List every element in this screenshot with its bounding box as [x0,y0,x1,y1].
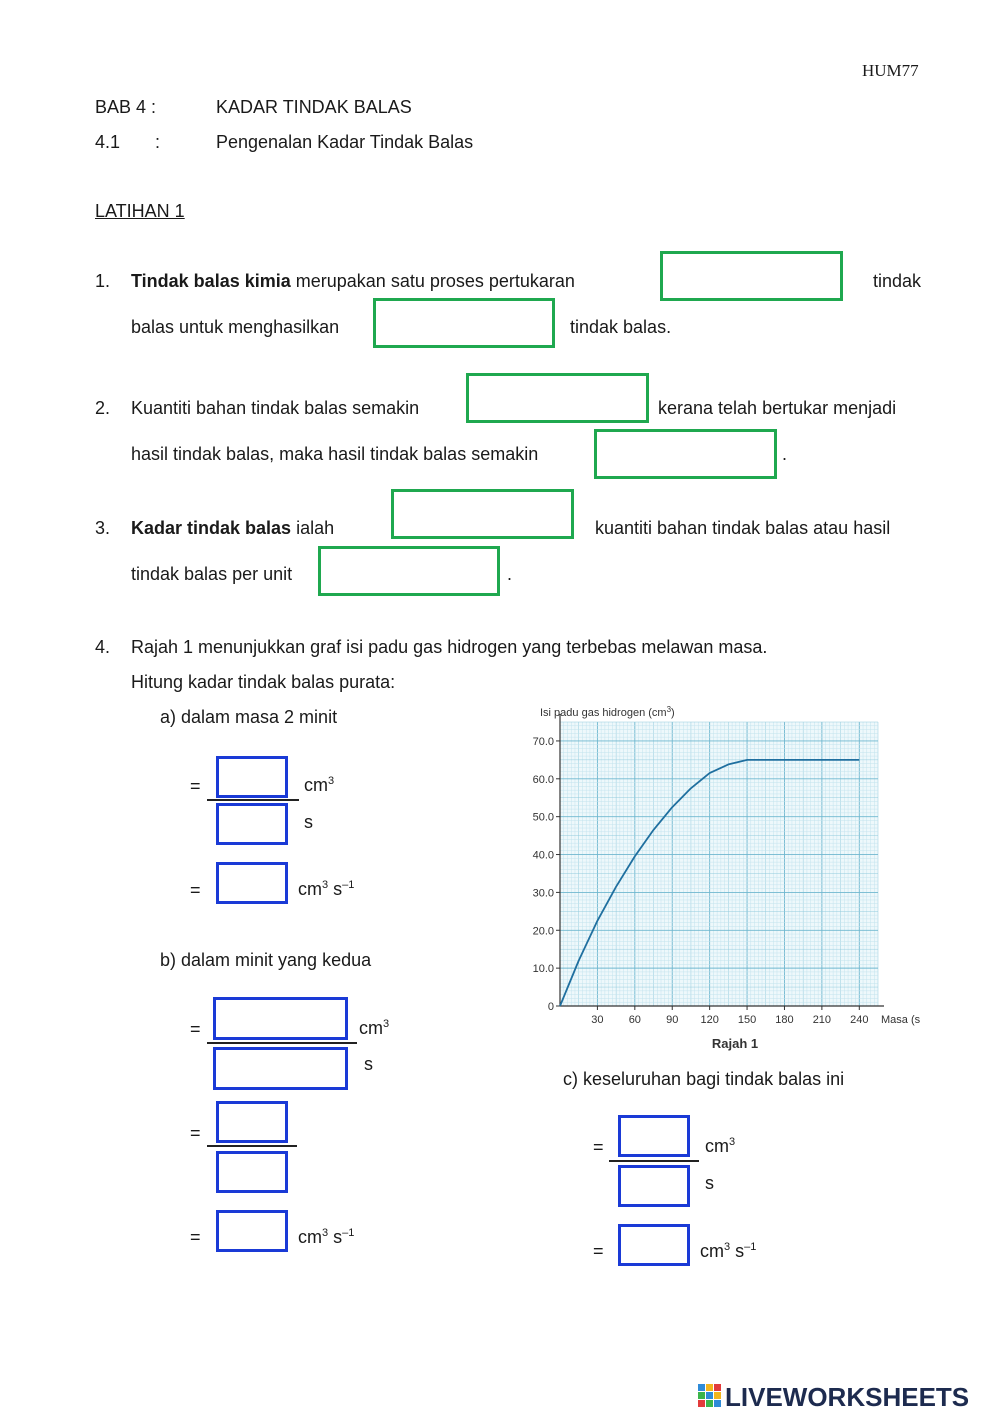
liveworksheets-logo [698,1378,993,1412]
q4b-numerator-box-2[interactable] [216,1101,288,1143]
liveworksheets-logo-graphic [698,1378,993,1412]
q2-text-b: kerana telah bertukar menjadi [658,398,897,418]
q4-line1: Rajah 1 menunjukkan graf isi padu gas hidrogen yang terbebas melawan masa. [131,637,768,657]
q4a-unit-s: s [304,812,313,832]
document-code: HUM77 [862,61,919,80]
q4b-equals-3: = [190,1227,201,1247]
chart-y-tick-label: 50.0 [532,811,554,824]
q4b-unit-s: s [364,1054,373,1074]
q4b-answer-box[interactable] [216,1210,288,1252]
q4c-equals-2: = [593,1241,604,1261]
q4b-denominator-box-2[interactable] [216,1151,288,1193]
q3-text-d: . [507,564,513,584]
q4a-equals-2: = [190,880,201,900]
q4b-label: b) dalam minit yang kedua [160,950,372,970]
q4c-unit-s: s [705,1173,714,1193]
q4b-denominator-box[interactable] [213,1047,348,1090]
q4b-fraction-line-2 [207,1145,297,1147]
q4a-denominator-box[interactable] [216,803,288,845]
q2-text-c: hasil tindak balas, maka hasil tindak balas semakin [131,444,539,464]
chart-svg [520,700,920,1060]
chart-x-tick-label: 120 [700,1014,719,1026]
q4b-unit-rate: $cm^3$ $s^{-1}$ [298,1227,355,1247]
q4a-equals-1: = [190,776,201,796]
hydrogen-volume-chart [520,700,920,1060]
chart-plot-background [560,722,878,1006]
chart-y-tick-label: 40.0 [532,849,554,862]
q4c-answer-box[interactable] [618,1224,690,1266]
chart-y-tick-label: 10.0 [532,963,554,976]
q2-answer-box-2[interactable] [594,429,777,479]
q3-text-b: kuantiti bahan tindak balas atau hasil [595,518,891,538]
q4c-denominator-box[interactable] [618,1165,690,1207]
q1-text-b: tindak [873,271,922,291]
q1-text-c: balas untuk menghasilkan [131,317,340,337]
q1-answer-box-2[interactable] [373,298,555,348]
q2-number: 2. [95,398,111,418]
q2-text-d: . [782,444,788,464]
q4a-answer-box[interactable] [216,862,288,904]
q4b-numerator-box[interactable] [213,997,348,1040]
q3-answer-box-2[interactable] [318,546,500,596]
q1-text-a: merupakan satu proses pertukaran [295,271,575,291]
chart-x-tick-label: 180 [775,1014,794,1026]
subchapter-colon: : [155,132,161,152]
q2-answer-box-1[interactable] [466,373,649,423]
exercise-title: LATIHAN 1 [95,201,185,221]
q4c-numerator-box[interactable] [618,1115,690,1157]
q4c-equals-1: = [593,1137,604,1157]
q4a-fraction-line [207,799,299,801]
chart-y-axis-label: Isi padu gas hidrogen $(cm^3)$ [540,705,675,719]
chart-y-tick-label: 60.0 [532,773,554,786]
q4a-unit-cm3: $cm^3$ [304,775,335,795]
q4c-label: c) keseluruhan bagi tindak balas ini [563,1069,845,1089]
q3-number: 3. [95,518,111,538]
chart-y-tick-label: 0 [547,1001,554,1013]
q3-text-a: ialah [296,518,335,538]
chart-y-tick-label: 20.0 [532,925,554,938]
q4a-label: a) dalam masa 2 minit [160,707,338,727]
q3-line1 [131,517,334,539]
chart-x-tick-label: 60 [628,1014,641,1026]
q1-number: 1. [95,271,111,291]
q3-bold-term: Kadar tindak balas [131,518,292,538]
q4c-fraction-line [609,1160,699,1162]
chart-x-tick-label: 240 [850,1014,869,1026]
q4-number: 4. [95,637,111,657]
q1-bold-term: Tindak balas kimia [131,271,291,291]
q4-line2: Hitung kadar tindak balas purata: [131,672,396,692]
q3-answer-box-1[interactable] [391,489,574,539]
q1-answer-box-1[interactable] [660,251,843,301]
chapter-title: KADAR TINDAK BALAS [216,97,412,117]
chapter-label: BAB 4 : [95,97,157,117]
q4c-unit-cm3: $cm^3$ [705,1136,736,1156]
q4a-unit-rate: $cm^3$ $s^{-1}$ [298,879,355,899]
q2-text-a: Kuantiti bahan tindak balas semakin [131,398,420,418]
q1-text-d: tindak balas. [570,317,672,337]
q4c-unit-rate: $cm^3$ $s^{-1}$ [700,1241,757,1261]
svg-text:LIVEWORKSHEETS: LIVEWORKSHEETS [725,1382,970,1412]
chart-x-tick-label: 150 [737,1014,757,1026]
q4b-equals-2: = [190,1123,201,1143]
subchapter-title: Pengenalan Kadar Tindak Balas [216,132,474,152]
chart-y-tick-label: 70.0 [532,735,554,748]
chart-x-tick-label: 210 [812,1014,832,1026]
q3-text-c: tindak balas per unit [131,564,293,584]
q4b-fraction-line [207,1042,357,1044]
chart-caption: Rajah 1 [711,1036,759,1051]
chart-y-tick-label: 30.0 [532,887,554,900]
chart-x-axis-label: Masa (s) [881,1014,920,1026]
q1-line1 [131,270,575,292]
q4b-unit-cm3: $cm^3$ [359,1018,390,1038]
q4a-numerator-box[interactable] [216,756,288,798]
chart-x-tick-label: 30 [591,1014,604,1026]
chart-x-tick-label: 90 [666,1014,679,1026]
q4b-equals-1: = [190,1019,201,1039]
subchapter-number: 4.1 [95,132,121,152]
